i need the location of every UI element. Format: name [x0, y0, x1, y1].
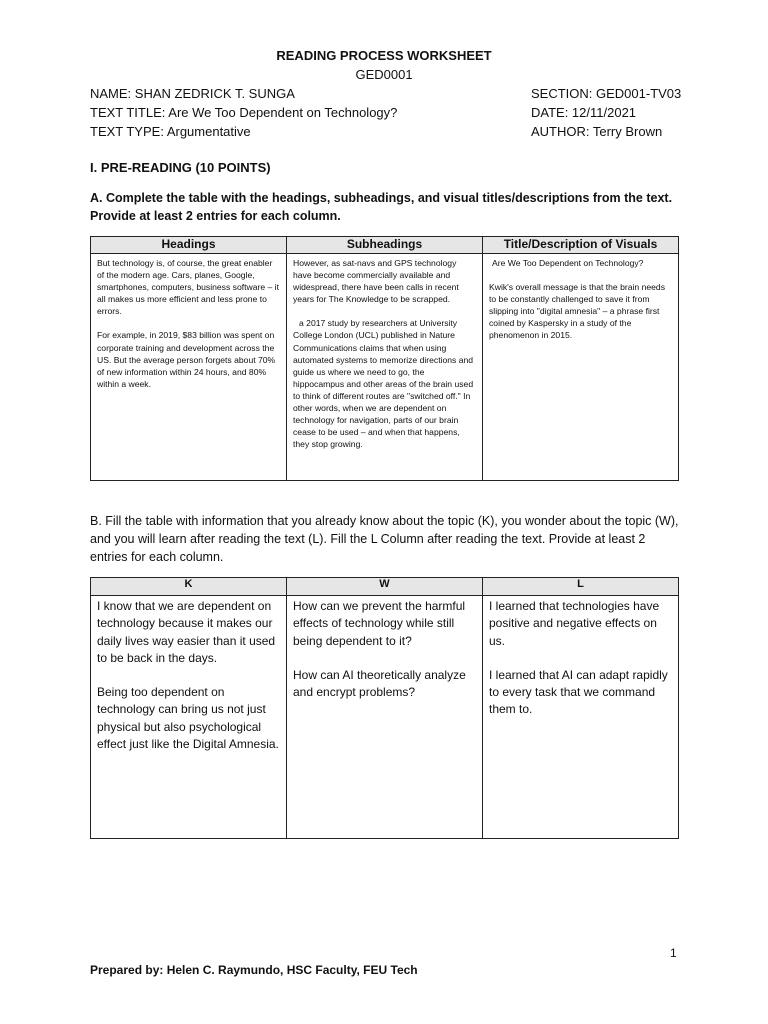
subheadings-entry: However, as sat-navs and GPS technology have become commercially available and widespread, there have been calls in recent years for The Knowledge to be scrapped.: [293, 258, 459, 305]
text-title-field: TEXT TITLE: Are We Too Dependent on Technology?: [90, 105, 398, 120]
l-entry: I learned that AI can adapt rapidly to every task that we command them to.: [489, 667, 668, 717]
k-entry: I know that we are dependent on technology because it makes our daily lives way easier than it used to be back in the days.: [97, 599, 276, 665]
table-header-row: [91, 578, 679, 596]
table-row: [91, 596, 679, 839]
column-header-k: K: [91, 578, 287, 596]
text-type-field: TEXT TYPE: Argumentative: [90, 124, 251, 139]
l-entry: I learned that technologies have positive and negative effects on us.: [489, 599, 660, 648]
column-header-visuals: Title/Description of Visuals: [483, 237, 679, 254]
k-entry: Being too dependent on technology can bring us not just physical but also psychological effect just like the Digital Amnesia.: [97, 685, 279, 752]
worksheet-title: READING PROCESS WORKSHEET: [276, 48, 492, 63]
page-number: 1: [670, 946, 677, 960]
column-header-l: L: [483, 578, 679, 596]
w-cell: [287, 596, 483, 839]
headings-entry: But technology is, of course, the great enabler of the modern age. Cars, planes, Google, smartphones, computers, business software – it all makes us more efficient and less prone to errors.: [97, 258, 279, 317]
section-field: SECTION: GED001-TV03: [531, 86, 682, 101]
headings-cell: [91, 254, 287, 481]
l-cell: [483, 596, 679, 839]
part-b-instruction: B. Fill the table with information that you already know about the topic (K), you wonder about the topic (W), and you will learn after reading the text (L). Fill the L Column after reading the text. Provide at least 2 entries for each column.: [90, 514, 679, 564]
w-entry: How can AI theoretically analyze and encrypt problems?: [293, 667, 466, 700]
visuals-entry: Are We Too Dependent on Technology?: [492, 258, 644, 268]
part-a-table: [90, 236, 679, 481]
subheadings-entry: a 2017 study by researchers at University College London (UCL) published in Nature Communications claims that when using automated systems to memorize directions and guide us where we need to go, the hippocampus and other areas of the brain used to think of different routes are "switched off." In other words, when we are dependent on technology for navigation, parts of our brain cease to be used – and when that happens, they stop growing.: [293, 318, 474, 450]
part-a-instruction: A. Complete the table with the headings, subheadings, and visual titles/descriptions from the text. Provide at least 2 entries for each column.: [90, 191, 673, 223]
w-entry: How can we prevent the harmful effects of technology while still being dependent to it?: [293, 599, 466, 648]
student-name: NAME: SHAN ZEDRICK T. SUNGA: [90, 86, 295, 101]
course-code: GED0001: [355, 67, 413, 82]
subheadings-cell: [287, 254, 483, 481]
column-header-subheadings: Subheadings: [287, 237, 483, 254]
headings-entry: For example, in 2019, $83 billion was spent on corporate training and development across the US. But the average person forgets about 70% of new information within 24 hours, and 80% within a week.: [97, 330, 276, 389]
visuals-cell: [483, 254, 679, 481]
column-header-headings: Headings: [91, 237, 287, 254]
date-field: DATE: 12/11/2021: [531, 105, 637, 120]
prepared-by-footer: Prepared by: Helen C. Raymundo, HSC Faculty, FEU Tech: [90, 963, 418, 977]
visuals-entry: Kwik's overall message is that the brain needs to be constantly challenged to save it from slipping into "digital amnesia" – a phrase first coined by Kaspersky in a study of the phenomenon in 2015.: [489, 282, 665, 341]
table-header-row: [91, 237, 679, 254]
kwl-table: [90, 577, 679, 839]
pre-reading-heading: I. PRE-READING (10 POINTS): [90, 160, 271, 175]
table-row: [91, 254, 679, 481]
author-field: AUTHOR: Terry Brown: [531, 124, 663, 139]
k-cell: [91, 596, 287, 839]
column-header-w: W: [287, 578, 483, 596]
